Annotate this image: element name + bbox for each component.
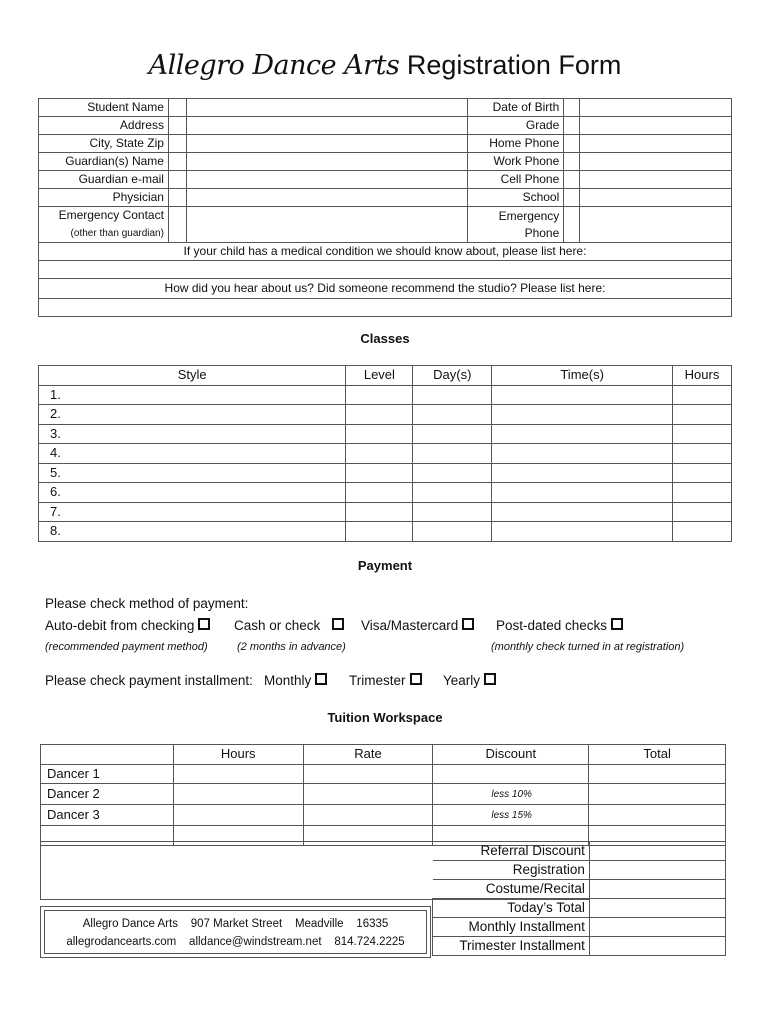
class-times-field[interactable] xyxy=(492,483,673,503)
class-hours-field[interactable] xyxy=(673,444,732,464)
class-style-field[interactable] xyxy=(39,463,346,483)
tuition-header-row xyxy=(41,745,726,765)
studio-street: 907 Market Street xyxy=(190,918,283,930)
dancer-rate-field[interactable] xyxy=(303,805,433,826)
class-hours-field[interactable] xyxy=(673,483,732,503)
dancer-rate-field[interactable] xyxy=(303,764,433,784)
studio-city: Meadville xyxy=(294,918,344,930)
option-cash-check[interactable]: Cash or check xyxy=(234,618,344,633)
info-label: Student Name xyxy=(39,99,169,117)
summary-label: Referral Discount xyxy=(433,842,590,861)
tuition-table xyxy=(40,744,726,846)
class-days-field[interactable] xyxy=(413,502,492,522)
info-row xyxy=(39,135,732,153)
option-monthly[interactable]: Monthly xyxy=(264,673,327,688)
checkbox-yearly[interactable] xyxy=(484,673,496,685)
dancer-discount-field[interactable] xyxy=(433,805,589,826)
info-label: Cell Phone xyxy=(468,171,564,189)
class-hours-field[interactable] xyxy=(673,502,732,522)
class-row xyxy=(39,444,732,464)
class-level-field[interactable] xyxy=(346,405,413,425)
summary-value-field[interactable] xyxy=(589,861,725,880)
row-number: 5. xyxy=(50,464,61,480)
note-recommended: (recommended payment method) xyxy=(45,641,208,653)
class-row xyxy=(39,424,732,444)
info-row xyxy=(39,171,732,189)
info-field[interactable] xyxy=(186,117,467,135)
class-row xyxy=(39,385,732,405)
emergency-contact-note: (other than guardian) xyxy=(70,228,164,239)
checkbox-monthly[interactable] xyxy=(315,673,327,685)
dancer-hours-field[interactable] xyxy=(173,764,303,784)
info-spacer xyxy=(564,207,580,243)
info-spacer xyxy=(168,207,186,243)
info-field[interactable] xyxy=(186,135,467,153)
class-times-field[interactable] xyxy=(492,463,673,483)
dancer-label: Dancer 3 xyxy=(41,805,174,826)
class-hours-field[interactable] xyxy=(673,405,732,425)
row-number: 1. xyxy=(50,386,61,402)
info-field[interactable] xyxy=(186,153,467,171)
class-times-field[interactable] xyxy=(492,405,673,425)
column-header: Day(s) xyxy=(413,366,492,386)
column-header: Level xyxy=(346,366,413,386)
info-label: School xyxy=(468,189,564,207)
column-header: Discount xyxy=(433,745,589,765)
installment-prompt: Please check payment installment: xyxy=(45,673,253,688)
classes-table xyxy=(38,365,732,542)
class-style-field[interactable] xyxy=(39,522,346,542)
class-days-field[interactable] xyxy=(413,444,492,464)
dancer-rate-field[interactable] xyxy=(303,784,433,805)
class-style-field[interactable] xyxy=(39,385,346,405)
checkbox-visa[interactable] xyxy=(462,618,474,630)
referral-field[interactable] xyxy=(39,299,732,317)
checkbox-auto-debit[interactable] xyxy=(198,618,210,630)
class-days-field[interactable] xyxy=(413,424,492,444)
row-number: 7. xyxy=(50,503,61,519)
dancer-row xyxy=(41,805,726,826)
info-field[interactable] xyxy=(580,117,732,135)
class-row xyxy=(39,405,732,425)
summary-label: Costume/Recital xyxy=(433,880,590,899)
summary-row xyxy=(433,899,726,918)
info-spacer xyxy=(564,153,580,171)
info-row xyxy=(39,99,732,117)
dancer-hours-field[interactable] xyxy=(173,784,303,805)
summary-label: Trimester Installment xyxy=(433,937,590,956)
class-hours-field[interactable] xyxy=(673,463,732,483)
info-spacer xyxy=(168,99,186,117)
class-style-field[interactable] xyxy=(39,483,346,503)
classes-header-row xyxy=(39,366,732,386)
option-yearly[interactable]: Yearly xyxy=(443,673,496,688)
row-number: 2. xyxy=(50,406,61,422)
payment-method-prompt: Please check method of payment: xyxy=(45,596,249,611)
checkbox-trimester[interactable] xyxy=(410,673,422,685)
info-row xyxy=(39,299,732,317)
column-header xyxy=(41,745,174,765)
summary-label: Monthly Installment xyxy=(433,918,590,937)
info-field[interactable] xyxy=(186,99,467,117)
column-header: Style xyxy=(39,366,346,386)
studio-email: alldance@windstream.net xyxy=(189,936,322,948)
summary-row xyxy=(433,937,726,956)
summary-label: Registration xyxy=(433,861,590,880)
row-number: 3. xyxy=(50,425,61,441)
info-row xyxy=(39,243,732,261)
summary-label: Today’s Total xyxy=(433,899,590,918)
summary-row xyxy=(433,861,726,880)
dancer-total-field[interactable] xyxy=(589,764,726,784)
summary-value-field[interactable] xyxy=(589,918,725,937)
info-field[interactable] xyxy=(186,171,467,189)
class-style-field[interactable] xyxy=(39,502,346,522)
page-title xyxy=(0,46,770,85)
emergency-contact-field[interactable] xyxy=(186,207,467,243)
class-style-field[interactable] xyxy=(39,405,346,425)
info-label: Guardian e-mail xyxy=(39,171,169,189)
class-level-field[interactable] xyxy=(346,502,413,522)
dancer-total-field[interactable] xyxy=(589,805,726,826)
class-row xyxy=(39,502,732,522)
medical-condition-prompt: If your child has a medical condition we should know about, please list here: xyxy=(39,243,732,261)
checkbox-post-dated[interactable] xyxy=(611,618,623,630)
row-number: 4. xyxy=(50,445,61,461)
studio-phone: 814.724.2225 xyxy=(334,936,405,948)
info-row xyxy=(39,261,732,279)
summary-row xyxy=(433,880,726,899)
info-row xyxy=(39,117,732,135)
classes-heading: Classes xyxy=(360,331,410,346)
summary-value-field[interactable] xyxy=(589,880,725,899)
info-label: City, State Zip xyxy=(39,135,169,153)
info-label: Date of Birth xyxy=(468,99,564,117)
info-spacer xyxy=(168,135,186,153)
info-label: Address xyxy=(39,117,169,135)
column-header: Time(s) xyxy=(492,366,673,386)
class-level-field[interactable] xyxy=(346,463,413,483)
class-hours-field[interactable] xyxy=(673,424,732,444)
class-level-field[interactable] xyxy=(346,483,413,503)
class-days-field[interactable] xyxy=(413,483,492,503)
class-style-field[interactable] xyxy=(39,424,346,444)
info-field[interactable] xyxy=(580,189,732,207)
option-post-dated[interactable]: Post-dated checks xyxy=(496,618,623,633)
class-days-field[interactable] xyxy=(413,522,492,542)
class-days-field[interactable] xyxy=(413,385,492,405)
class-level-field[interactable] xyxy=(346,424,413,444)
info-field[interactable] xyxy=(186,189,467,207)
checkbox-cash-check[interactable] xyxy=(332,618,344,630)
studio-address-box xyxy=(40,906,431,958)
class-level-field[interactable] xyxy=(346,444,413,464)
info-row xyxy=(39,279,732,299)
summary-row xyxy=(433,918,726,937)
info-spacer xyxy=(564,117,580,135)
note-advance: (2 months in advance) xyxy=(237,641,346,653)
info-label: Grade xyxy=(468,117,564,135)
summary-value-field[interactable] xyxy=(589,899,725,918)
summary-row xyxy=(433,842,726,861)
class-times-field[interactable] xyxy=(492,385,673,405)
emergency-phone-field[interactable] xyxy=(580,207,732,243)
info-spacer xyxy=(564,171,580,189)
class-hours-field[interactable] xyxy=(673,522,732,542)
info-row xyxy=(39,153,732,171)
studio-line-1 xyxy=(41,915,430,933)
tuition-summary-table xyxy=(432,841,726,956)
class-row xyxy=(39,483,732,503)
note-monthly-check: (monthly check turned in at registration) xyxy=(491,641,685,653)
class-days-field[interactable] xyxy=(413,405,492,425)
emergency-contact-label xyxy=(39,207,169,243)
dancer-discount-field[interactable] xyxy=(433,784,589,805)
brand-name: Allegro Dance Arts xyxy=(148,50,400,81)
info-field[interactable] xyxy=(580,153,732,171)
column-header: Hours xyxy=(173,745,303,765)
class-row xyxy=(39,522,732,542)
column-header: Total xyxy=(589,745,726,765)
student-info-table xyxy=(38,98,732,317)
dancer-label: Dancer 2 xyxy=(41,784,174,805)
dancer-row xyxy=(41,784,726,805)
payment-heading: Payment xyxy=(357,558,413,573)
info-row-emergency xyxy=(39,207,732,243)
medical-condition-field[interactable] xyxy=(39,261,732,279)
class-row xyxy=(39,463,732,483)
info-label: Work Phone xyxy=(468,153,564,171)
option-visa[interactable]: Visa/Mastercard xyxy=(361,618,474,633)
emergency-contact-text: Emergency Contact xyxy=(58,208,164,222)
dancer-label: Dancer 1 xyxy=(41,764,174,784)
info-label: Home Phone xyxy=(468,135,564,153)
emergency-phone-label xyxy=(468,207,564,243)
class-hours-field[interactable] xyxy=(673,385,732,405)
studio-name: Allegro Dance Arts xyxy=(82,918,178,930)
row-number: 6. xyxy=(50,484,61,500)
summary-value-field[interactable] xyxy=(589,842,725,861)
dancer-hours-field[interactable] xyxy=(173,805,303,826)
info-spacer xyxy=(168,153,186,171)
info-field[interactable] xyxy=(580,135,732,153)
info-label: Guardian(s) Name xyxy=(39,153,169,171)
column-header: Rate xyxy=(303,745,433,765)
summary-value-field[interactable] xyxy=(589,937,725,956)
info-spacer xyxy=(168,189,186,207)
info-spacer xyxy=(564,189,580,207)
info-spacer xyxy=(168,117,186,135)
title-text: Registration Form xyxy=(406,50,622,80)
info-spacer xyxy=(168,171,186,189)
info-spacer xyxy=(564,135,580,153)
class-days-field[interactable] xyxy=(413,463,492,483)
class-times-field[interactable] xyxy=(492,522,673,542)
info-row xyxy=(39,189,732,207)
option-auto-debit[interactable]: Auto-debit from checking xyxy=(45,618,210,633)
tuition-heading: Tuition Workspace xyxy=(327,710,443,725)
dancer-total-field[interactable] xyxy=(589,784,726,805)
dancer-discount-field[interactable] xyxy=(433,764,589,784)
option-trimester[interactable]: Trimester xyxy=(349,673,422,688)
class-style-field[interactable] xyxy=(39,444,346,464)
info-field[interactable] xyxy=(580,99,732,117)
class-level-field[interactable] xyxy=(346,385,413,405)
class-times-field[interactable] xyxy=(492,444,673,464)
row-number: 8. xyxy=(50,523,61,539)
emergency-phone-text-2: Phone xyxy=(524,225,560,240)
studio-website: allegrodancearts.com xyxy=(66,936,177,948)
studio-line-2 xyxy=(41,933,430,951)
class-times-field[interactable] xyxy=(492,502,673,522)
class-times-field[interactable] xyxy=(492,424,673,444)
referral-prompt: How did you hear about us? Did someone recommend the studio? Please list here: xyxy=(39,279,732,299)
column-header: Hours xyxy=(673,366,732,386)
studio-zip: 16335 xyxy=(356,918,389,930)
dancer-row xyxy=(41,764,726,784)
info-label: Physician xyxy=(39,189,169,207)
info-field[interactable] xyxy=(580,171,732,189)
info-spacer xyxy=(564,99,580,117)
emergency-phone-text-1: Emergency xyxy=(498,208,560,223)
discount-note: less 15% xyxy=(491,810,532,821)
discount-note: less 10% xyxy=(491,789,532,800)
class-level-field[interactable] xyxy=(346,522,413,542)
